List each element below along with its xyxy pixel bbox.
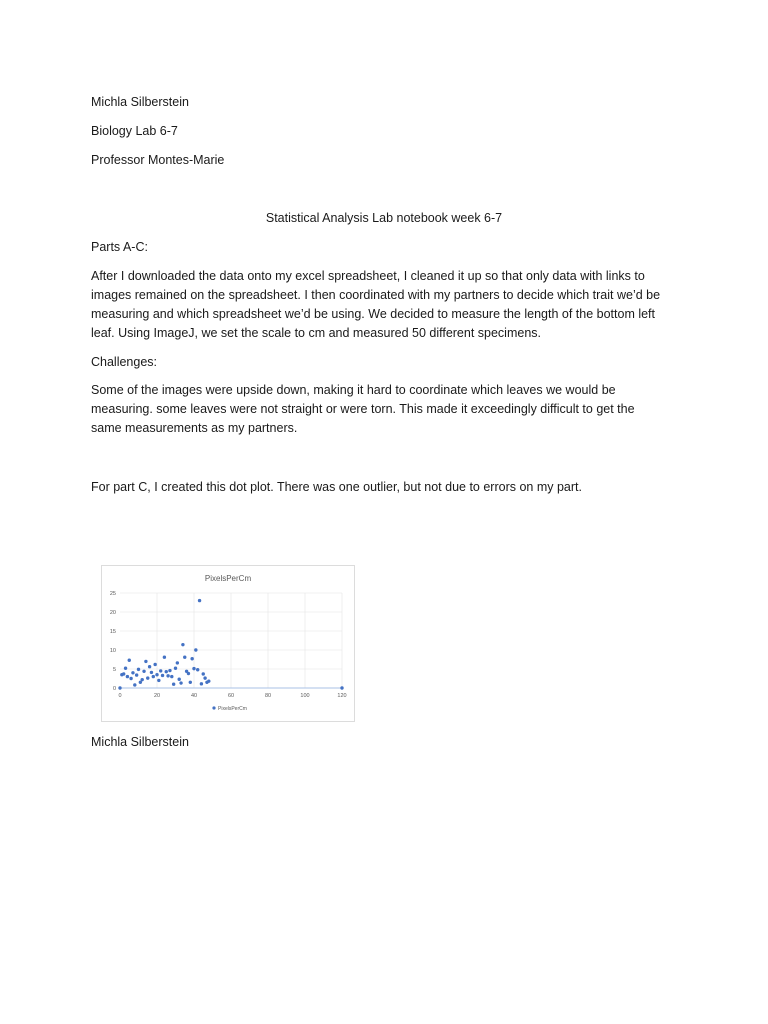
data-point — [166, 674, 169, 677]
data-point — [161, 674, 164, 677]
data-point — [170, 675, 173, 678]
data-point — [202, 672, 205, 675]
chart-svg — [102, 566, 354, 721]
data-point — [194, 648, 197, 651]
data-point — [118, 686, 121, 689]
x-tick-label: 40 — [190, 693, 198, 699]
data-point — [157, 679, 160, 682]
y-tick-label: 20 — [109, 609, 116, 616]
data-point — [187, 672, 190, 675]
data-point — [148, 665, 151, 668]
parts-paragraph — [91, 267, 691, 343]
data-point — [122, 672, 125, 675]
challenges-paragraph — [91, 381, 691, 438]
challenges-line-1: Some of the images were upside down, making it hard to coordinate which leaves we would be — [91, 383, 616, 397]
data-point — [137, 668, 140, 671]
data-point — [190, 657, 193, 660]
data-point — [142, 670, 145, 673]
data-point — [181, 643, 184, 646]
chart-title: PixelsPerCm — [204, 574, 252, 583]
y-tick-label: 5 — [112, 666, 116, 673]
y-tick-label: 0 — [112, 685, 116, 692]
chart-gridlines — [120, 593, 342, 688]
part-c-text: For part C, I created this dot plot. There was one outlier, but not due to errors on my part. — [91, 480, 582, 494]
data-point — [144, 660, 147, 663]
data-point — [133, 683, 136, 686]
legend-marker — [212, 706, 215, 709]
data-point — [179, 681, 182, 684]
data-point — [131, 671, 134, 674]
data-point — [163, 656, 166, 659]
data-point — [207, 679, 210, 682]
data-point — [168, 669, 171, 672]
data-point — [196, 668, 199, 671]
data-point — [124, 667, 127, 670]
x-tick-label: 100 — [300, 693, 310, 699]
data-point — [198, 599, 201, 602]
y-tick-label: 15 — [109, 628, 116, 635]
parts-line-1: After I downloaded the data onto my excel spreadsheet, I cleaned it up so that only data with links to — [91, 269, 645, 283]
challenges-line-3: same measurements as my partners. — [91, 421, 298, 435]
course-name: Biology Lab 6-7 — [91, 124, 178, 138]
x-tick-label: 80 — [264, 693, 272, 699]
data-point — [128, 659, 131, 662]
data-point — [183, 656, 186, 659]
dot-plot-chart — [101, 565, 355, 722]
x-tick-label: 60 — [227, 693, 235, 699]
y-tick-label: 25 — [109, 590, 116, 597]
data-point — [141, 678, 144, 681]
author-name: Michla Silberstein — [91, 95, 189, 109]
x-tick-label: 0 — [118, 693, 122, 699]
data-point — [176, 661, 179, 664]
data-point — [150, 671, 153, 674]
chart-tick-labels — [110, 591, 347, 699]
parts-line-4: leaf. Using ImageJ, we set the scale to cm and measured 50 different specimens. — [91, 326, 541, 340]
data-point — [189, 681, 192, 684]
data-point — [153, 663, 156, 666]
data-point — [126, 675, 129, 678]
x-tick-label: 120 — [337, 693, 347, 699]
parts-heading: Parts A-C: — [91, 240, 148, 254]
challenges-line-2: measuring. some leaves were not straight or were torn. This made it exceedingly difficult to get the — [91, 402, 635, 416]
challenges-heading: Challenges: — [91, 355, 158, 369]
data-point — [192, 667, 195, 670]
data-point — [200, 682, 203, 685]
y-tick-label: 10 — [109, 647, 116, 654]
data-point — [159, 669, 162, 672]
data-point — [155, 673, 158, 676]
data-point — [178, 678, 181, 681]
data-point — [165, 670, 168, 673]
professor-name: Professor Montes-Marie — [91, 153, 225, 167]
data-point — [135, 673, 138, 676]
x-tick-label: 20 — [153, 693, 161, 699]
data-point — [174, 667, 177, 670]
data-point — [152, 675, 155, 678]
data-point — [146, 676, 149, 679]
parts-line-2: images remained on the spreadsheet. I then coordinated with my partners to decide which trait we’d be — [91, 288, 661, 302]
data-point — [129, 677, 132, 680]
chart-legend — [212, 706, 247, 712]
parts-line-3: measuring and which spreadsheet we’d be using. We decided to measure the length of the bottom left — [91, 307, 656, 321]
data-point — [203, 676, 206, 679]
data-point — [172, 683, 175, 686]
document-title: Statistical Analysis Lab notebook week 6-7 — [265, 211, 503, 225]
data-point — [340, 686, 343, 689]
legend-label: PixelsPerCm — [218, 706, 247, 712]
signature: Michla Silberstein — [91, 735, 189, 749]
